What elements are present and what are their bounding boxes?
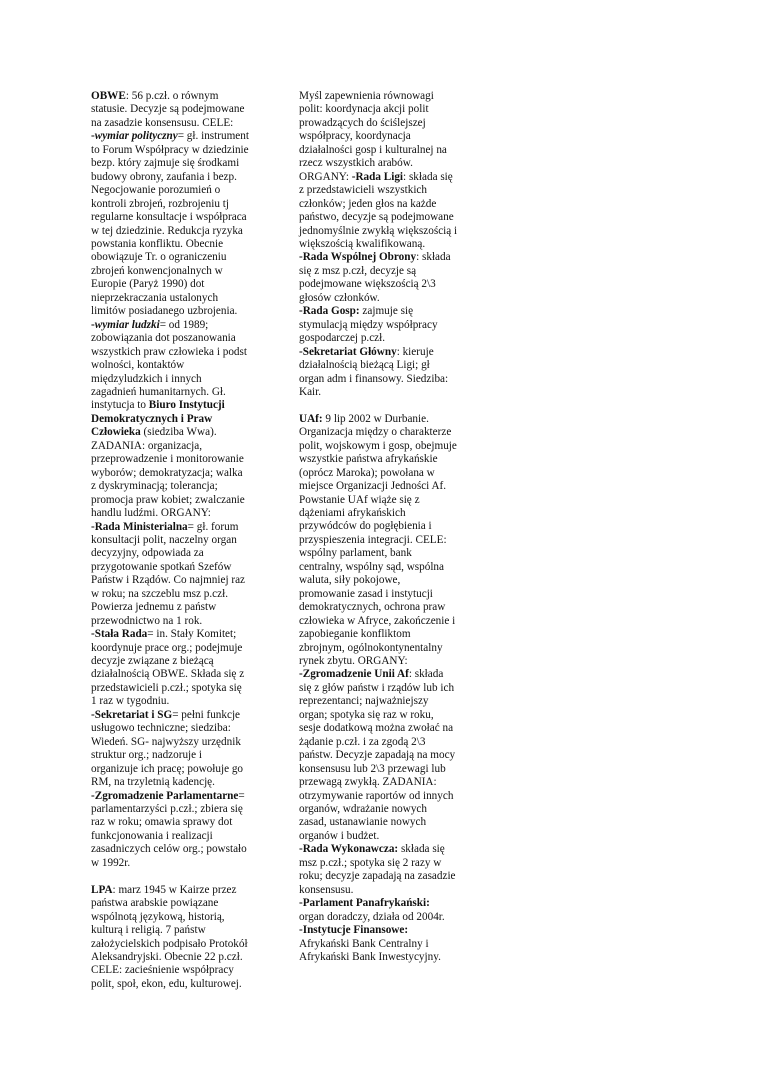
text-line [299,938,469,951]
text-line [299,924,469,937]
text-line [91,467,266,480]
text-run: założycielskich podpisało Protokół [91,937,248,950]
text-line [299,601,469,614]
text-line [299,709,469,722]
text-line [299,494,469,507]
emphasis-run: -Zgromadzenie Unii Af [299,668,409,681]
text-run: : kieruje [396,345,434,358]
text-run: zapobieganie konfliktom [299,628,411,641]
text-line [91,413,266,426]
text-run: : składa się [403,170,453,183]
text-run: prowadzących do ściślejszej [299,116,426,129]
text-run: większością kwalifikowaną. [299,237,426,250]
text-run: z dyskryminacją; tolerancja; [91,480,218,493]
text-line [91,709,266,722]
text-line [91,911,266,924]
text-run: rynek zbytu. ORGANY: [299,655,408,668]
text-run: w tej dziedzinie. Redukcja ryzyka [91,224,243,237]
emphasis-run: LPA [91,883,113,896]
text-line [299,830,469,843]
text-run: organ adm i finansowy. Siedziba: [299,372,449,385]
text-line [91,776,266,789]
text-line [91,722,266,735]
text-run: raz w roku; omawia sprawy dot [91,816,233,829]
text-run: miejsce Organizacji Jedności Af. [299,480,447,493]
text-run: instytucja to [91,399,149,412]
text-run: statusie. Decyzje są podejmowane [91,103,245,116]
text-line [299,144,469,157]
text-run: członków; jeden głos na każde [299,197,437,210]
text-run: wspólny parlament, bank [299,547,412,560]
emphasis-run: -Sekretariat i SG [91,708,173,721]
text-run: Kair. [299,385,322,398]
text-run: = gł. forum [187,520,239,533]
text-run: obowiązuje Tr. o ograniczeniu [91,251,227,264]
text-run: przygotowanie spotkań Szefów [91,560,232,573]
text-line [299,843,469,856]
text-run: organów, wdrażanie nowych [299,803,427,815]
text-line [91,695,266,708]
text-run: się z msz p.czł, decyzje są [299,264,417,277]
text-run: usługowo techniczne; siedziba: [91,722,231,735]
text-line [91,480,266,493]
text-run: msz p.czł.; spotyka się 2 razy w [299,856,442,869]
text-line [91,601,266,614]
text-line [91,668,266,681]
text-line [91,225,266,238]
text-line [91,816,266,829]
text-run: międzyludzkich i innych [91,372,202,385]
text-run: przewodnictwo na 1 rok. [91,614,203,627]
text-line [299,480,469,493]
text-run: : marz 1945 w Kairze przez [112,883,237,896]
text-line [91,292,266,305]
text-run: limitów posiadanego uzbrojenia. [91,305,238,318]
text-run: CELE: zacieśnienie współpracy [91,964,234,977]
text-line [299,588,469,601]
text-run: ZADANIA: organizacja, [91,439,203,452]
text-line [299,292,469,305]
text-line [91,561,266,574]
emphasis-run: -Rada Ligi [351,170,404,183]
text-line [299,453,469,466]
text-run: w 1992r. [91,856,131,869]
text-run: zobowiązania dot poszanowania [91,332,236,345]
text-line [91,736,266,749]
text-line [299,736,469,749]
text-run: państw. Decyzje zapadają na mocy [299,749,456,762]
text-line [299,668,469,681]
emphasis-run: -Rada Wspólnej Obrony [299,251,417,264]
text-line [299,628,469,641]
emphasis-run: -Stała Rada [91,628,148,641]
paragraph-gap [299,399,469,412]
text-run: centralny, wspólny sąd, wspólna [299,560,444,573]
text-line [91,749,266,762]
text-run: (oprócz Maroka); powołana w [299,466,435,479]
emphasis-run: -Sekretariat Główny [299,345,397,358]
emphasis-run: wymiar polityczny [94,130,178,143]
right-text-column [299,90,469,964]
text-line [91,588,266,601]
text-run: kontroli zbrojeń, rozbrojeniu tj [91,197,229,210]
text-run: zagadnień humanitarnych. Gł. [91,385,226,398]
text-run: na zasadzie konsensusu. CELE: [91,116,234,129]
text-line [91,157,266,170]
text-run: = od 1989; [159,318,209,331]
text-run: przedstawicieli p.czł.; spotyka się [91,681,242,694]
text-line [299,467,469,480]
text-run: stymulacją między współpracy [299,318,438,331]
text-run: = pełni funkcje [172,708,241,721]
text-run: organ doradczy, działa od 2004r. [299,910,445,923]
text-line [299,386,469,399]
text-run: przewagą zwykłą. ZADANIA: [299,776,437,789]
text-run: (siedziba Wwa). [140,426,217,439]
text-line [91,399,266,412]
text-run: funkcjonowania i realizacji [91,829,213,842]
text-line [299,534,469,547]
text-run: wyborów; demokratyzacja; walka [91,466,243,479]
text-run: państwa arabskie powiązane [91,897,219,910]
text-run: Powierza jednemu z państw [91,601,217,614]
text-line [299,790,469,803]
text-run: 1 raz w tygodniu. [91,695,170,708]
text-run: głosów członków. [299,291,380,304]
text-line [299,615,469,628]
text-run: to Forum Współpracy w dziedzinie [91,143,249,156]
text-run: wszystkich praw człowieka i podst [91,345,247,358]
text-line [91,453,266,466]
text-line [91,830,266,843]
emphasis-run: Biuro Instytucji [148,399,225,412]
text-line [91,924,266,937]
text-run: = in. Stały Komitet; [147,628,237,641]
text-line [299,171,469,184]
text-line [299,682,469,695]
text-line [299,211,469,224]
text-run: rzecz wszystkich arabów. [299,157,413,170]
text-run: nieprzekraczania ustalonych [91,291,219,304]
text-line [91,386,266,399]
text-line [299,722,469,735]
text-run: przeprowadzenie i monitorowanie [91,453,244,466]
text-line [299,103,469,116]
text-run: Państw i Rządów. Co najmniej raz [91,574,246,587]
text-line [299,763,469,776]
text-line [91,117,266,130]
text-run: bezp. który zajmuje się środkami [91,157,240,170]
text-line [91,130,266,143]
text-line [91,359,266,372]
text-run: promowanie zasad i instytucji [299,587,433,600]
text-run: organizuje ich pracę; powołuje go [91,762,244,775]
text-line [299,803,469,816]
text-line [91,346,266,359]
text-line [91,655,266,668]
text-line [91,332,266,345]
text-run: 9 lip 2002 w Durbanie. [322,412,429,425]
text-line [91,144,266,157]
text-line [299,642,469,655]
text-line [299,359,469,372]
text-run: RM, na trzyletnią kadencję. [91,776,215,789]
text-run: przyspieszenia integracji. CELE: [299,533,447,546]
text-line [299,251,469,264]
text-line [91,964,266,977]
text-line [299,857,469,870]
emphasis-run: -Rada Wykonawcza: [299,843,399,856]
text-line [91,507,266,520]
text-run: : składa [416,251,451,264]
text-line [299,440,469,453]
emphasis-run: wymiar ludzki [94,318,160,331]
text-line [299,426,469,439]
text-run: organów i budżet. [299,829,380,842]
emphasis-run: -Rada Ministerialna [91,520,188,533]
text-run: powstania konfliktu. Obecnie [91,237,224,250]
text-line [91,682,266,695]
text-line [91,843,266,856]
text-run: Negocjowanie porozumień o [91,184,221,197]
text-run: człowieka w Afryce, zakończenie i [299,614,456,627]
text-run: z przedstawicieli wszystkich [299,184,427,197]
emphasis-run: -Rada Gosp: [299,305,360,318]
text-run: kulturą i religią. 7 państw [91,924,206,937]
emphasis-run: -Instytucje Finansowe: [299,924,409,937]
text-line [91,978,266,991]
text-run: regularne konsultacje i współpraca [91,211,247,224]
text-run: zasad, ustanawianie nowych [299,816,427,829]
text-run: koordynuje prace org.; podejmuje [91,641,243,654]
text-run: konsensusu lub 2\3 przewagi lub [299,762,446,775]
text-line [299,870,469,883]
text-line [91,884,266,897]
text-run: struktur org.; nadzoruje i [91,749,203,762]
text-line [91,547,266,560]
text-line [91,951,266,964]
text-line [91,803,266,816]
text-run: konsultacji polit, naczelny organ [91,533,237,546]
text-run: współpracy, koordynacja [299,130,411,143]
text-line [299,319,469,332]
text-line [91,494,266,507]
text-line [91,90,266,103]
emphasis-run: -Zgromadzenie Parlamentarne [91,789,239,802]
text-run: przywódców do pogłębienia i [299,520,432,533]
text-run: państwo, decyzje są podejmowane [299,211,454,224]
text-run: polit, wojskowym i gosp, obejmuje [299,439,457,452]
text-run: = [238,789,245,802]
text-line [299,655,469,668]
text-line [299,305,469,318]
emphasis-run: Demokratycznych i Praw [91,412,213,425]
text-run: Aleksandryjski. Obecnie 22 p.czł. [91,950,243,963]
text-run: budowy obrony, zaufania i bezp. [91,170,237,183]
text-run: zbrojnym, ogólnokontynentalny [299,641,443,654]
text-line [91,251,266,264]
text-line [299,520,469,533]
text-run: Afrykański Bank Inwestycyjny. [299,950,441,963]
text-line [91,938,266,951]
text-run: wolności, kontaktów [91,359,185,372]
text-run: polit, społ, ekon, edu, kulturowej. [91,977,242,990]
text-run: organ; spotyka się raz w roku, [299,708,434,721]
text-line [91,628,266,641]
text-line [91,857,266,870]
emphasis-run: - [91,318,95,331]
text-line [299,574,469,587]
text-run: : składa [408,668,444,681]
text-line [91,615,266,628]
text-line [91,319,266,332]
text-run: promocja praw kobiet; zwalczanie [91,493,245,506]
text-run: = gł. instrument [177,130,249,143]
text-line [299,507,469,520]
left-text-column [91,90,266,991]
text-run: roku; decyzje zapadają na zasadzie [299,870,456,883]
text-run: Europie (Paryż 1990) dot [91,278,205,291]
text-run: demokratycznych, ochrona praw [299,601,446,614]
emphasis-run: - [91,130,95,143]
text-line [91,265,266,278]
emphasis-run: -Parlament Panafrykański: [299,897,430,910]
text-line [299,332,469,345]
text-line [91,642,266,655]
emphasis-run: Człowieka [91,426,141,439]
text-line [299,897,469,910]
text-line [91,534,266,547]
text-run: wspólnotą językową, historią, [91,910,225,923]
text-line [299,413,469,426]
text-run: polit: koordynacja akcji polit [299,103,429,116]
text-line [91,790,266,803]
text-run: decyzyjny, odpowiada za [91,547,204,560]
text-line [91,440,266,453]
text-line [91,574,266,587]
text-line [299,278,469,291]
text-run: działalnością OBWE. Składa się z [91,668,245,681]
text-run: Powstanie UAf wiąże się z [299,493,420,506]
text-line [91,521,266,534]
text-line [299,884,469,897]
text-run: żądanie p.czł. i za zgodą 2\3 [299,735,426,748]
text-line [91,426,266,439]
text-run: w roku; na szczeblu msz p.czł. [91,587,228,600]
text-line [299,951,469,964]
text-line [91,897,266,910]
emphasis-run: UAf: [299,412,323,425]
text-line [299,749,469,762]
text-line [299,776,469,789]
text-line [299,184,469,197]
text-line [299,130,469,143]
text-run: zasadniczych celów org.; powstało [91,843,247,856]
text-line [299,265,469,278]
text-line [91,211,266,224]
text-line [299,911,469,924]
text-run: się z głów państw i rządów lub ich [299,681,455,694]
text-run: sesje dodatkową można zwołać na [299,722,454,735]
text-run: reprezentanci; najważniejszy [299,695,429,708]
text-run: działalnością bieżącą Ligi; gł [299,359,430,372]
text-run: Organizacja między o charakterze [299,426,452,439]
text-line [91,305,266,318]
text-run: Afrykański Bank Centralny i [299,937,429,950]
text-run: wszystkie państwa afrykańskie [299,453,438,466]
text-run: otrzymywanie raportów od innych [299,789,454,802]
text-run: podejmowane większością 2\3 [299,278,436,291]
text-run: : 56 p.czł. o równym [125,90,219,102]
text-line [91,763,266,776]
text-line [299,225,469,238]
text-run: decyzje związane z bieżącą [91,655,214,668]
text-run: parlamentarzyści p.czł.; zbiera się [91,803,243,816]
text-line [299,90,469,103]
text-run: składa się [398,843,445,856]
text-line [299,547,469,560]
text-line [91,184,266,197]
text-line [91,373,266,386]
text-run: jednomyślnie zwykłą większością i [299,224,458,237]
text-line [299,373,469,386]
text-line [91,171,266,184]
text-line [299,346,469,359]
text-run: dążeniami afrykańskich [299,507,406,520]
text-line [299,816,469,829]
text-line [299,561,469,574]
text-run: handlu ludźmi. ORGANY: [91,507,211,520]
text-line [91,103,266,116]
text-line [299,198,469,211]
text-run: ORGANY: [299,170,352,183]
emphasis-run: OBWE [91,90,126,102]
paragraph-gap [91,870,266,883]
text-run: Wiedeń. SG- najwyższy urzędnik [91,735,241,748]
text-run: zajmuje się [359,305,414,318]
text-line [299,695,469,708]
text-run: działalności gosp i kulturalnej na [299,143,447,156]
text-line [299,117,469,130]
text-run: Myśl zapewnienia równowagi [299,90,434,102]
text-line [91,198,266,211]
text-line [91,238,266,251]
text-line [299,238,469,251]
text-run: konsensusu. [299,883,354,896]
text-run: gospodarczej p.czł. [299,332,386,345]
text-run: waluta, siły pokojowe, [299,574,401,587]
text-line [299,157,469,170]
text-run: zbrojeń konwencjonalnych w [91,264,223,277]
text-line [91,278,266,291]
